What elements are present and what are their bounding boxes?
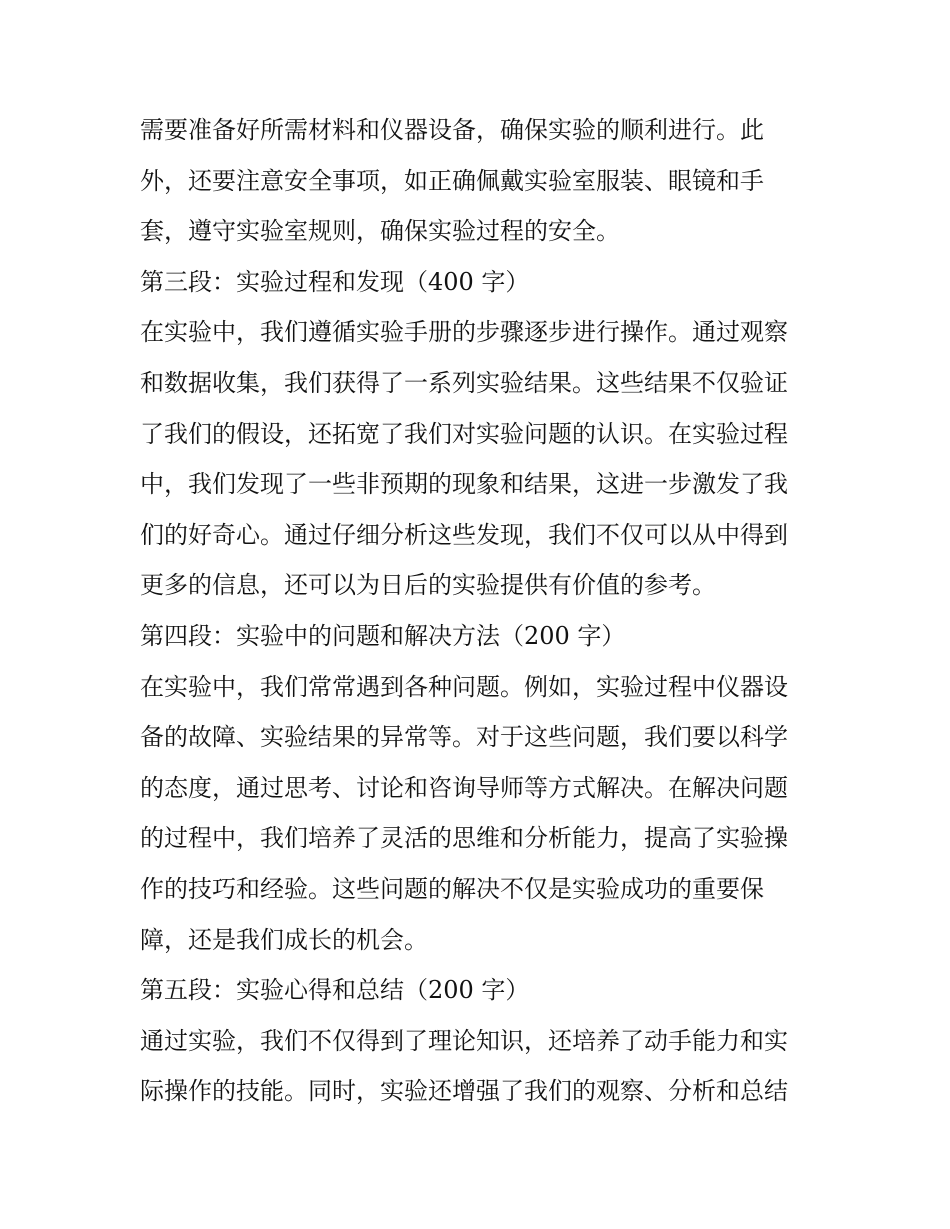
paragraph-line: 通过实验，我们不仅得到了理论知识，还培养了动手能力和实 <box>140 1026 788 1055</box>
paragraph-line: 的态度，通过思考、讨论和咨询导师等方式解决。在解决问题 <box>140 773 788 802</box>
paragraph-line: 作的技巧和经验。这些问题的解决不仅是实验成功的重要保 <box>140 874 764 903</box>
paragraph-line: 们的好奇心。通过仔细分析这些发现，我们不仅可以从中得到 <box>140 520 788 549</box>
paragraph-line: 中，我们发现了一些非预期的现象和结果，这进一步激发了我 <box>140 470 788 499</box>
paragraph-line: 备的故障、实验结果的异常等。对于这些问题，我们要以科学 <box>140 723 788 752</box>
paragraph-line: 在实验中，我们常常遇到各种问题。例如，实验过程中仪器设 <box>140 672 788 701</box>
paragraph-line: 的过程中，我们培养了灵活的思维和分析能力，提高了实验操 <box>140 824 788 853</box>
paragraph-line: 需要准备好所需材料和仪器设备，确保实验的顺利进行。此 <box>140 116 764 144</box>
paragraph-line: 障，还是我们成长的机会。 <box>140 925 428 954</box>
document-body <box>140 105 820 1117</box>
section-heading-5: 第五段：实验心得和总结（200 字） <box>140 976 530 1005</box>
paragraph-line: 在实验中，我们遵循实验手册的步骤逐步进行操作。通过观察 <box>140 318 788 347</box>
section-heading-4: 第四段：实验中的问题和解决方法（200 字） <box>140 621 626 650</box>
paragraph-line: 更多的信息，还可以为日后的实验提供有价值的参考。 <box>140 571 716 600</box>
paragraph-line: 和数据收集，我们获得了一系列实验结果。这些结果不仅验证 <box>140 368 788 397</box>
paragraph-line: 了我们的假设，还拓宽了我们对实验问题的认识。在实验过程 <box>140 419 788 448</box>
section-heading-3: 第三段：实验过程和发现（400 字） <box>140 267 530 296</box>
paragraph-line: 际操作的技能。同时，实验还增强了我们的观察、分析和总结 <box>140 1077 788 1106</box>
paragraph-line: 外，还要注意安全事项，如正确佩戴实验室服装、眼镜和手 <box>140 166 764 195</box>
paragraph-line: 套，遵守实验室规则，确保实验过程的安全。 <box>140 217 620 246</box>
